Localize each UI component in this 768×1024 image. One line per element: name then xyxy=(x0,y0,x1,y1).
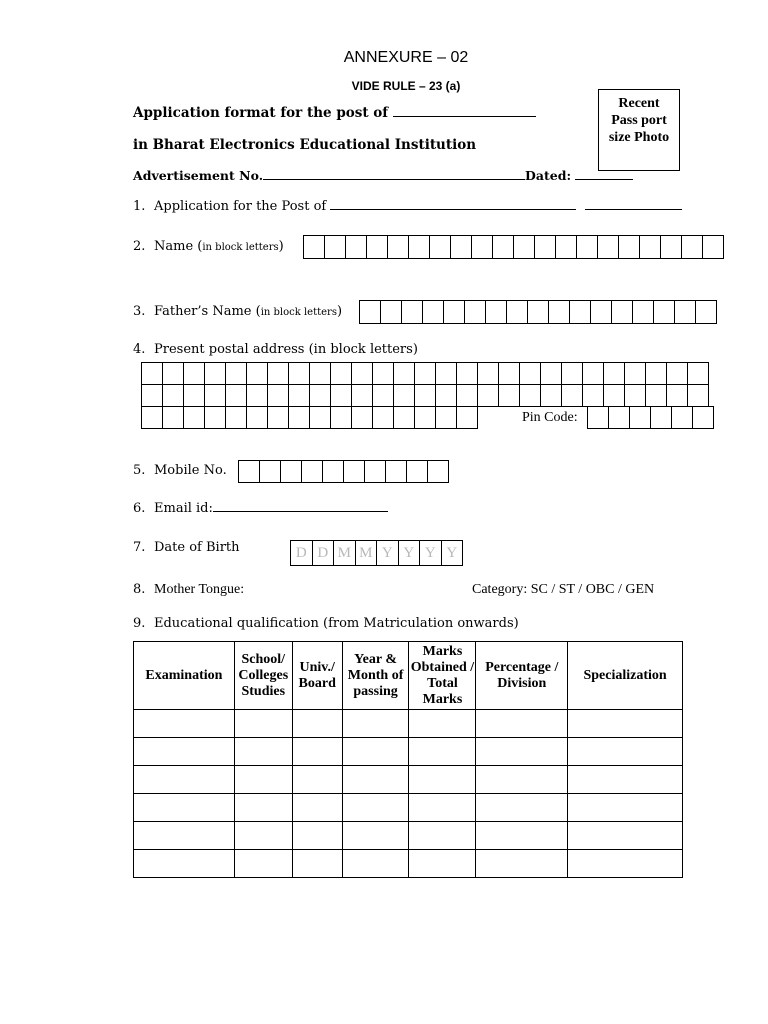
char-box[interactable] xyxy=(183,406,205,429)
table-cell[interactable] xyxy=(476,710,568,738)
header-board: Univ./ Board xyxy=(292,642,342,710)
advertisement-label: Advertisement No. xyxy=(133,168,264,183)
char-box[interactable] xyxy=(387,235,409,259)
table-cell[interactable] xyxy=(568,822,683,850)
char-box[interactable] xyxy=(183,384,205,407)
item-number: 7. xyxy=(133,540,146,555)
char-box[interactable] xyxy=(587,406,609,429)
table-cell[interactable] xyxy=(476,850,568,878)
char-box[interactable] xyxy=(624,362,646,385)
table-cell[interactable] xyxy=(134,794,235,822)
table-cell[interactable] xyxy=(234,738,292,766)
table-cell[interactable] xyxy=(476,794,568,822)
char-box[interactable] xyxy=(582,384,604,407)
char-box[interactable] xyxy=(414,362,436,385)
header-school: School/ Colleges Studies xyxy=(234,642,292,710)
char-box[interactable] xyxy=(603,384,625,407)
char-box[interactable] xyxy=(322,460,344,483)
table-cell[interactable] xyxy=(134,710,235,738)
item-label-close: ) xyxy=(278,239,284,254)
char-box[interactable] xyxy=(555,235,577,259)
dob-month-box[interactable]: M xyxy=(355,540,378,566)
char-box[interactable] xyxy=(456,406,478,429)
table-cell[interactable] xyxy=(409,850,476,878)
address-row-1[interactable] xyxy=(141,362,708,385)
photo-box-line: Pass port xyxy=(611,113,667,128)
post-blank[interactable] xyxy=(393,116,536,117)
item-number: 6. xyxy=(133,501,146,516)
dob-year-box[interactable]: Y xyxy=(398,540,421,566)
item-label: Educational qualification (from Matriculation onwards) xyxy=(154,616,519,631)
char-box[interactable] xyxy=(246,362,268,385)
char-box[interactable] xyxy=(414,406,436,429)
char-box[interactable] xyxy=(590,300,612,324)
char-box[interactable] xyxy=(366,235,388,259)
char-box[interactable] xyxy=(702,235,724,259)
item-hint: in block letters xyxy=(260,307,337,318)
char-box[interactable] xyxy=(288,362,310,385)
char-box[interactable] xyxy=(393,384,415,407)
char-box[interactable] xyxy=(422,300,444,324)
item-address xyxy=(133,342,418,357)
char-box[interactable] xyxy=(380,300,402,324)
char-box[interactable] xyxy=(351,362,373,385)
char-box[interactable] xyxy=(225,384,247,407)
char-box[interactable] xyxy=(364,460,386,483)
char-box[interactable] xyxy=(608,406,630,429)
name-boxes[interactable] xyxy=(303,235,723,259)
char-box[interactable] xyxy=(204,384,226,407)
char-box[interactable] xyxy=(309,406,331,429)
char-box[interactable] xyxy=(225,362,247,385)
char-box[interactable] xyxy=(569,300,591,324)
item-label: Mobile No. xyxy=(154,463,227,478)
table-cell[interactable] xyxy=(476,738,568,766)
dob-year-box[interactable]: Y xyxy=(441,540,464,566)
char-box[interactable] xyxy=(645,384,667,407)
char-box[interactable] xyxy=(225,406,247,429)
pin-code-label: Pin Code: xyxy=(522,410,578,425)
table-cell[interactable] xyxy=(234,794,292,822)
table-cell[interactable] xyxy=(134,850,235,878)
application-line-label: Application format for the post of xyxy=(133,105,389,121)
item-label: Date of Birth xyxy=(154,540,240,555)
item-mother-tongue xyxy=(133,582,244,598)
table-cell[interactable] xyxy=(568,738,683,766)
dob-year-box[interactable]: Y xyxy=(419,540,442,566)
photo-box-line: Recent xyxy=(618,96,660,111)
address-row-3[interactable] xyxy=(141,406,477,429)
table-cell[interactable] xyxy=(568,850,683,878)
table-cell[interactable] xyxy=(409,822,476,850)
char-box[interactable] xyxy=(406,460,428,483)
char-box[interactable] xyxy=(695,300,717,324)
dob-year-box[interactable]: Y xyxy=(376,540,399,566)
char-box[interactable] xyxy=(582,362,604,385)
char-box[interactable] xyxy=(267,384,289,407)
table-cell[interactable] xyxy=(568,766,683,794)
education-table-body xyxy=(134,710,683,878)
char-box[interactable] xyxy=(485,300,507,324)
table-cell[interactable] xyxy=(292,794,342,822)
char-box[interactable] xyxy=(414,384,436,407)
char-box[interactable] xyxy=(288,406,310,429)
char-box[interactable] xyxy=(671,406,693,429)
photo-box xyxy=(598,89,680,171)
table-row xyxy=(134,710,683,738)
item-number: 1. xyxy=(133,199,146,214)
table-cell[interactable] xyxy=(234,822,292,850)
char-box[interactable] xyxy=(303,235,325,259)
dob-day-box[interactable]: D xyxy=(290,540,313,566)
char-box[interactable] xyxy=(280,460,302,483)
dob-month-box[interactable]: M xyxy=(333,540,356,566)
char-box[interactable] xyxy=(632,300,654,324)
pin-code-boxes[interactable] xyxy=(587,406,713,429)
char-box[interactable] xyxy=(246,406,268,429)
char-box[interactable] xyxy=(267,362,289,385)
dated-blank[interactable] xyxy=(575,179,633,180)
table-row xyxy=(134,794,683,822)
char-box[interactable] xyxy=(527,300,549,324)
char-box[interactable] xyxy=(624,384,646,407)
header-specialization: Specialization xyxy=(568,642,683,710)
header-percentage: Percentage / Division xyxy=(476,642,568,710)
char-box[interactable] xyxy=(645,362,667,385)
char-box[interactable] xyxy=(162,362,184,385)
dated-label: Dated: xyxy=(525,168,572,183)
char-box[interactable] xyxy=(435,362,457,385)
item-number: 9. xyxy=(133,616,146,631)
char-box[interactable] xyxy=(540,384,562,407)
table-cell[interactable] xyxy=(292,710,342,738)
item-dob xyxy=(133,540,240,555)
char-box[interactable] xyxy=(141,362,163,385)
char-box[interactable] xyxy=(477,362,499,385)
table-cell[interactable] xyxy=(134,738,235,766)
char-box[interactable] xyxy=(324,235,346,259)
item-hint: in block letters xyxy=(202,242,279,253)
char-box[interactable] xyxy=(492,235,514,259)
char-box[interactable] xyxy=(435,406,457,429)
char-box[interactable] xyxy=(666,384,688,407)
char-box[interactable] xyxy=(330,384,352,407)
table-cell[interactable] xyxy=(568,794,683,822)
char-box[interactable] xyxy=(498,362,520,385)
post-field-2[interactable] xyxy=(585,209,682,210)
advertisement-line xyxy=(133,168,633,183)
char-box[interactable] xyxy=(429,235,451,259)
char-box[interactable] xyxy=(687,384,709,407)
table-cell[interactable] xyxy=(342,822,409,850)
header-year: Year & Month of passing xyxy=(342,642,409,710)
char-box[interactable] xyxy=(259,460,281,483)
char-box[interactable] xyxy=(267,406,289,429)
category-options[interactable]: Category: SC / ST / OBC / GEN xyxy=(472,582,655,597)
char-box[interactable] xyxy=(639,235,661,259)
table-cell[interactable] xyxy=(409,710,476,738)
table-row xyxy=(134,738,683,766)
char-box[interactable] xyxy=(660,235,682,259)
char-box[interactable] xyxy=(288,384,310,407)
char-box[interactable] xyxy=(372,384,394,407)
table-cell[interactable] xyxy=(476,766,568,794)
item-post xyxy=(133,199,682,214)
char-box[interactable] xyxy=(183,362,205,385)
mobile-boxes[interactable] xyxy=(238,460,448,483)
char-box[interactable] xyxy=(330,362,352,385)
item-number: 3. xyxy=(133,304,146,319)
table-cell[interactable] xyxy=(292,738,342,766)
char-box[interactable] xyxy=(162,384,184,407)
table-cell[interactable] xyxy=(292,822,342,850)
char-box[interactable] xyxy=(345,235,367,259)
table-cell[interactable] xyxy=(342,794,409,822)
char-box[interactable] xyxy=(427,460,449,483)
header-examination: Examination xyxy=(134,642,235,710)
dob-day-box[interactable]: D xyxy=(312,540,335,566)
char-box[interactable] xyxy=(351,384,373,407)
item-number: 4. xyxy=(133,342,146,357)
char-box[interactable] xyxy=(393,362,415,385)
char-box[interactable] xyxy=(443,300,465,324)
char-box[interactable] xyxy=(506,300,528,324)
item-number: 5. xyxy=(133,463,146,478)
char-box[interactable] xyxy=(603,362,625,385)
table-row xyxy=(134,850,683,878)
char-box[interactable] xyxy=(681,235,703,259)
table-cell[interactable] xyxy=(342,710,409,738)
char-box[interactable] xyxy=(301,460,323,483)
char-box[interactable] xyxy=(548,300,570,324)
char-box[interactable] xyxy=(477,384,499,407)
item-name xyxy=(133,239,284,254)
item-label: Father’s Name ( xyxy=(154,304,261,319)
table-header-row xyxy=(134,642,683,710)
char-box[interactable] xyxy=(204,406,226,429)
table-cell[interactable] xyxy=(292,766,342,794)
char-box[interactable] xyxy=(309,362,331,385)
char-box[interactable] xyxy=(141,384,163,407)
item-number: 8. xyxy=(133,582,146,597)
item-father-name xyxy=(133,304,342,319)
table-row xyxy=(134,766,683,794)
char-box[interactable] xyxy=(561,384,583,407)
char-box[interactable] xyxy=(666,362,688,385)
father-name-boxes[interactable] xyxy=(359,300,716,324)
table-cell[interactable] xyxy=(292,850,342,878)
char-box[interactable] xyxy=(650,406,672,429)
table-row xyxy=(134,822,683,850)
item-label: Email id: xyxy=(154,501,213,516)
application-line xyxy=(133,105,536,121)
char-box[interactable] xyxy=(618,235,640,259)
vide-rule: VIDE RULE – 23 (a) xyxy=(351,79,461,93)
char-box[interactable] xyxy=(435,384,457,407)
char-box[interactable] xyxy=(674,300,696,324)
char-box[interactable] xyxy=(540,362,562,385)
annexure-title: ANNEXURE – 02 xyxy=(343,49,469,66)
char-box[interactable] xyxy=(372,406,394,429)
char-box[interactable] xyxy=(687,362,709,385)
table-cell[interactable] xyxy=(234,850,292,878)
char-box[interactable] xyxy=(141,406,163,429)
table-cell[interactable] xyxy=(409,738,476,766)
char-box[interactable] xyxy=(330,406,352,429)
education-table xyxy=(133,641,683,878)
char-box[interactable] xyxy=(519,384,541,407)
item-number: 2. xyxy=(133,239,146,254)
table-cell[interactable] xyxy=(409,794,476,822)
char-box[interactable] xyxy=(471,235,493,259)
email-blank[interactable] xyxy=(213,511,388,512)
char-box[interactable] xyxy=(393,406,415,429)
char-box[interactable] xyxy=(456,362,478,385)
item-label: Present postal address (in block letters) xyxy=(154,342,418,357)
char-box[interactable] xyxy=(561,362,583,385)
dob-boxes[interactable] xyxy=(290,540,462,566)
char-box[interactable] xyxy=(162,406,184,429)
item-label: Application for the Post of xyxy=(154,199,327,214)
photo-box-line: size Photo xyxy=(608,130,670,145)
char-box[interactable] xyxy=(359,300,381,324)
table-cell[interactable] xyxy=(342,738,409,766)
char-box[interactable] xyxy=(246,384,268,407)
table-cell[interactable] xyxy=(342,766,409,794)
table-cell[interactable] xyxy=(234,710,292,738)
char-box[interactable] xyxy=(456,384,478,407)
header-marks: Marks Obtained / Total Marks xyxy=(409,642,476,710)
char-box[interactable] xyxy=(372,362,394,385)
institution-line: in Bharat Electronics Educational Institution xyxy=(133,137,477,153)
char-box[interactable] xyxy=(385,460,407,483)
char-box[interactable] xyxy=(401,300,423,324)
char-box[interactable] xyxy=(408,235,430,259)
char-box[interactable] xyxy=(351,406,373,429)
advertisement-blank[interactable] xyxy=(263,179,525,180)
char-box[interactable] xyxy=(597,235,619,259)
char-box[interactable] xyxy=(629,406,651,429)
char-box[interactable] xyxy=(238,460,260,483)
table-cell[interactable] xyxy=(342,850,409,878)
char-box[interactable] xyxy=(498,384,520,407)
table-cell[interactable] xyxy=(409,766,476,794)
table-cell[interactable] xyxy=(134,766,235,794)
address-row-2[interactable] xyxy=(141,384,708,407)
item-email xyxy=(133,501,388,516)
char-box[interactable] xyxy=(576,235,598,259)
char-box[interactable] xyxy=(611,300,633,324)
char-box[interactable] xyxy=(692,406,714,429)
char-box[interactable] xyxy=(653,300,675,324)
char-box[interactable] xyxy=(513,235,535,259)
char-box[interactable] xyxy=(204,362,226,385)
table-cell[interactable] xyxy=(134,822,235,850)
item-label-close: ) xyxy=(336,304,343,319)
char-box[interactable] xyxy=(450,235,472,259)
item-mobile xyxy=(133,463,227,478)
post-field-1[interactable] xyxy=(330,209,576,210)
char-box[interactable] xyxy=(534,235,556,259)
table-cell[interactable] xyxy=(234,766,292,794)
item-label: Name ( xyxy=(154,239,203,254)
item-label: Mother Tongue: xyxy=(154,582,245,597)
item-education xyxy=(133,616,519,631)
char-box[interactable] xyxy=(309,384,331,407)
table-cell[interactable] xyxy=(476,822,568,850)
char-box[interactable] xyxy=(343,460,365,483)
char-box[interactable] xyxy=(464,300,486,324)
char-box[interactable] xyxy=(519,362,541,385)
table-cell[interactable] xyxy=(568,710,683,738)
